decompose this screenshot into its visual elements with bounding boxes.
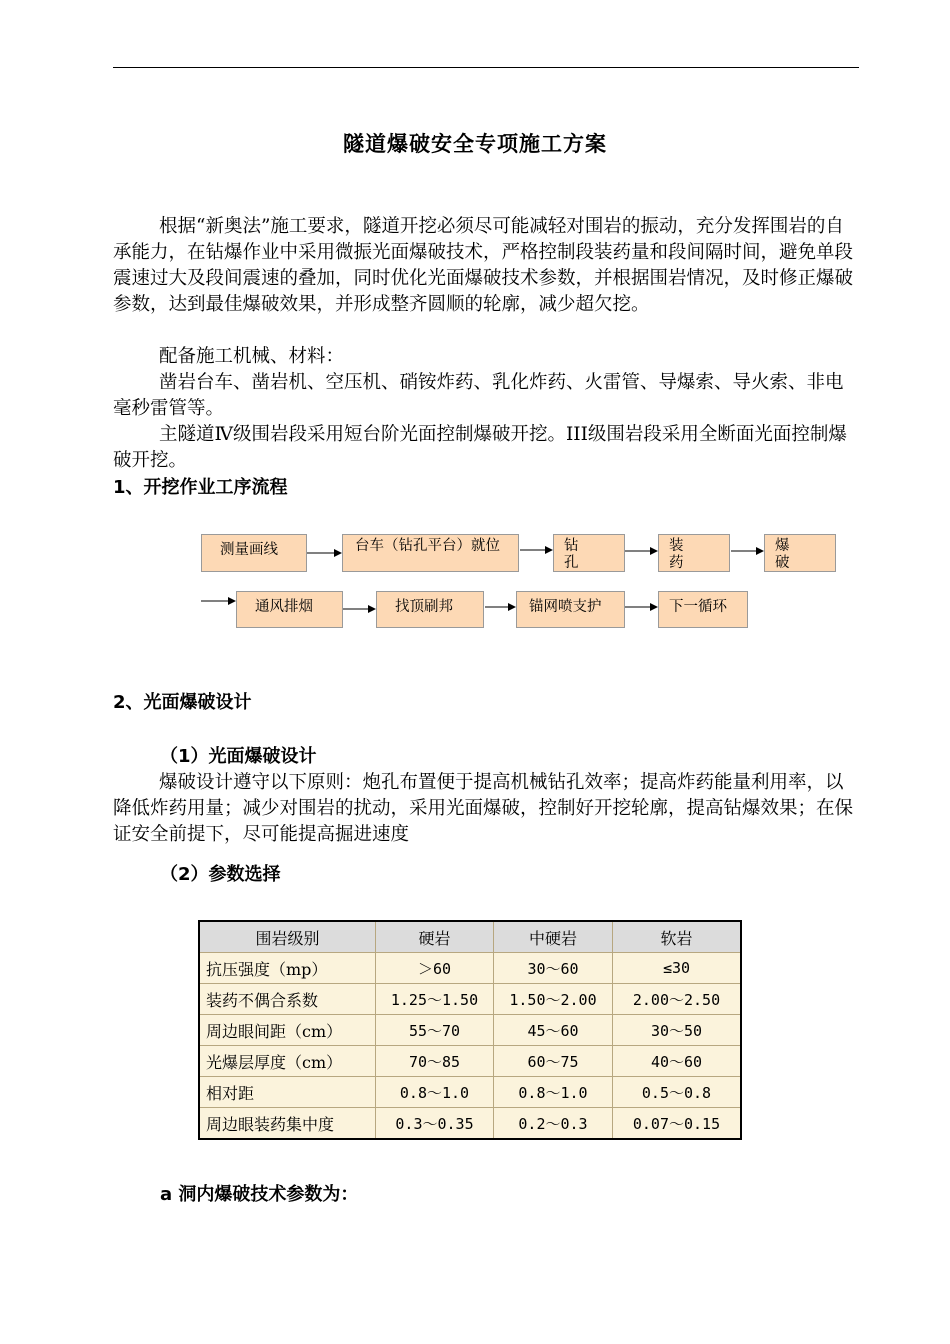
intro-paragraph: 根据“新奥法”施工要求，隧道开挖必须尽可能减轻对围岩的振动，充分发挥围岩的自承能力，在钻爆作业中采用微振光面爆破技术，严格控制段装药量和段间隔时间，避免单段震速过大及段间震速的叠加，同时优化光面爆破技术参数，并根据围岩情况，及时修正爆破参数，达到最佳爆破效果，并形成整齐圆顺的轮廓，减少超欠挖。 [113, 216, 854, 315]
equipment-heading: 配备施工机械、材料： [159, 346, 345, 367]
parameters-table [198, 920, 742, 1140]
flow-step-position-rig: 台车（钻孔平台）就位 [342, 534, 519, 572]
flow-step-survey: 测量画线 [201, 534, 307, 572]
table-header-cell: 围岩级别 [199, 921, 376, 953]
table-cell: 0.2～0.3 [494, 1108, 613, 1140]
table-row [199, 1108, 741, 1140]
table-cell: 2.00～2.50 [613, 984, 742, 1015]
table-header-cell: 软岩 [613, 921, 742, 953]
table-cell: 抗压强度（mp） [199, 953, 376, 984]
table-cell: 1.50～2.00 [494, 984, 613, 1015]
table-cell: 55～70 [376, 1015, 494, 1046]
table-cell: 70～85 [376, 1046, 494, 1077]
table-cell: 30～50 [613, 1015, 742, 1046]
flow-step-blast-label: 爆破 [775, 538, 790, 571]
table-cell: 周边眼间距（cm） [199, 1015, 376, 1046]
table-cell: 0.8～1.0 [494, 1077, 613, 1108]
table-cell: 30～60 [494, 953, 613, 984]
flow-step-blast [764, 534, 836, 572]
table-row [199, 953, 741, 984]
table-header-row [199, 921, 741, 953]
flow-step-support: 锚网喷支护 [516, 591, 625, 628]
subsection-a-heading: a 洞内爆破技术参数为： [160, 1184, 359, 1205]
table-cell: ≤30 [613, 953, 742, 984]
method-paragraph: 主隧道Ⅳ级围岩段采用短台阶光面控制爆破开挖。III级围岩段采用全断面光面控制爆破开挖。 [113, 424, 847, 471]
table-cell: 光爆层厚度（cm） [199, 1046, 376, 1077]
table-cell: 0.8～1.0 [376, 1077, 494, 1108]
table-cell: 装药不偶合系数 [199, 984, 376, 1015]
table-cell: 1.25～1.50 [376, 984, 494, 1015]
flow-step-next-cycle: 下一循环 [658, 591, 748, 628]
table-cell: 60～75 [494, 1046, 613, 1077]
table-cell: 相对距 [199, 1077, 376, 1108]
table-cell: ＞60 [376, 953, 494, 984]
table-cell: 45～60 [494, 1015, 613, 1046]
table-header-cell: 硬岩 [376, 921, 494, 953]
table-row [199, 1077, 741, 1108]
section-2-heading: 2、光面爆破设计 [113, 692, 252, 713]
table-cell: 40～60 [613, 1046, 742, 1077]
section-1-heading: 1、开挖作业工序流程 [113, 477, 288, 498]
design-paragraph: 爆破设计遵守以下原则：炮孔布置便于提高机械钻孔效率；提高炸药能量利用率，以降低炸药用量；减少对围岩的扰动，采用光面爆破，控制好开挖轮廓，提高钻爆效果；在保证安全前提下，尽可能提高掘进速度 [113, 772, 854, 845]
table-cell: 0.3～0.35 [376, 1108, 494, 1140]
table-cell: 0.07～0.15 [613, 1108, 742, 1140]
flow-step-ventilation: 通风排烟 [236, 591, 343, 628]
flow-step-drill [553, 534, 625, 572]
table-row [199, 1015, 741, 1046]
document-title: 隧道爆破安全专项施工方案 [343, 132, 607, 156]
equipment-list: 凿岩台车、凿岩机、空压机、硝铵炸药、乳化炸药、火雷管、导爆索、导火索、非电毫秒雷管等。 [113, 372, 844, 419]
table-cell: 0.5～0.8 [613, 1077, 742, 1108]
table-cell: 周边眼装药集中度 [199, 1108, 376, 1140]
subsection-1-heading: （1）光面爆破设计 [160, 746, 317, 767]
flow-step-scaling: 找顶刷邦 [376, 591, 484, 628]
table-row [199, 1046, 741, 1077]
flow-step-charge-label: 装药 [669, 538, 684, 571]
table-row [199, 984, 741, 1015]
table-header-cell: 中硬岩 [494, 921, 613, 953]
flow-step-drill-label: 钻孔 [564, 538, 579, 571]
subsection-2-heading: （2）参数选择 [160, 864, 281, 885]
flow-step-charge [658, 534, 730, 572]
